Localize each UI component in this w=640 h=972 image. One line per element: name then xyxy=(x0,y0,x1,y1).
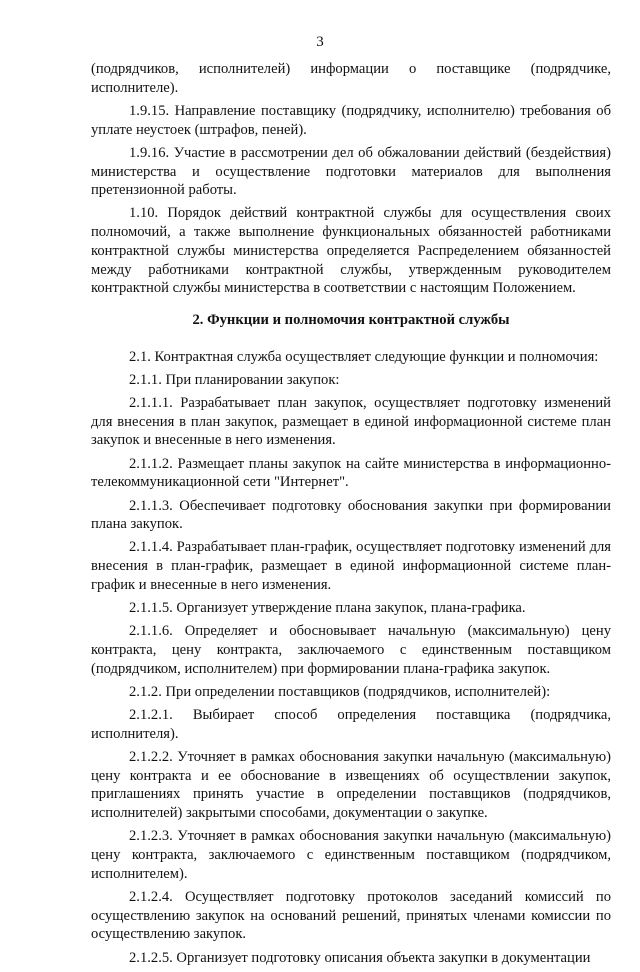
paragraph: (подрядчиков, исполнителей) информации о поставщике (подрядчике, исполнителе). xyxy=(91,61,611,96)
paragraph: 2.1.1.3. Обеспечивает подготовку обоснования закупки при формировании плана закупок. xyxy=(91,497,611,533)
paragraph: 2.1.2. При определении поставщиков (подрядчиков, исполнителей): xyxy=(129,683,551,700)
paragraph: 2.1.1.6. Определяет и обосновывает начальную (максимальную) цену контракта, цену контракта, заключаемого с единственным поставщиком (подрядчиком, исполнителем) при формировании плана-графика закупок. xyxy=(91,623,611,677)
paragraph: 2.1.2.3. Уточняет в рамках обоснования закупки начальную (максимальную) цену контракта, заключаемого с единственным поставщиком (подрядчиком, исполнителем). xyxy=(91,828,611,882)
paragraph: 1.9.16. Участие в рассмотрении дел об обжаловании действий (бездействия) министерства и осуществление подготовки материалов для выполнения претензионной работы. xyxy=(91,144,611,199)
paragraph: 2.1.2.2. Уточняет в рамках обоснования закупки начальную (максимальную) цену контракта и ее обоснование в извещениях об осуществлении закупок, приглашениях принять участие в определении поставщиков (подрядчиков, исполнителей) закрытыми способами, документации о закупке. xyxy=(91,749,611,822)
paragraph: 1.10. Порядок действий контрактной службы для осуществления своих полномочий, а также выполнение функциональных обязанностей работниками контрактной службы министерства определяется Распределением обязанностей между работниками контрактной службы, утвержденным руководителем контрактной службы министерства в соответствии с настоящим Положением. xyxy=(91,205,611,297)
paragraph: 2.1. Контрактная служба осуществляет следующие функции и полномочия: xyxy=(129,348,599,365)
paragraph: 2.1.2.1. Выбирает способ определения поставщика (подрядчика, исполнителя). xyxy=(91,707,611,742)
paragraph: 2.1.1. При планировании закупок: xyxy=(129,371,340,388)
paragraph: 2.1.2.5. Организует подготовку описания объекта закупки в документации xyxy=(129,949,591,966)
page-number: 3 xyxy=(316,34,324,50)
section-heading: 2. Функции и полномочия контрактной службы xyxy=(192,311,510,328)
paragraph: 2.1.1.4. Разрабатывает план-график, осуществляет подготовку изменений для внесения в план-график, размещает в единой информационной системе план-график и внесенные в него изменения. xyxy=(91,539,611,593)
paragraph: 2.1.1.2. Размещает планы закупок на сайте министерства в информационно-телекоммуникационной сети "Интернет". xyxy=(91,455,611,491)
paragraph: 2.1.1.5. Организует утверждение плана закупок, плана-графика. xyxy=(129,600,526,617)
paragraph: 2.1.2.4. Осуществляет подготовку протоколов заседаний комиссий по осуществлению закупок на оснований решений, принятых членами комиссии по осуществлению закупок. xyxy=(91,888,611,943)
paragraph: 2.1.1.1. Разрабатывает план закупок, осуществляет подготовку изменений для внесения в план закупок, размещает в единой информационной системе план закупок и внесенные в него изменения. xyxy=(91,395,611,449)
paragraph: 1.9.15. Направление поставщику (подрядчику, исполнителю) требования об уплате неустоек (штрафов, пеней). xyxy=(91,102,611,138)
document-body xyxy=(91,60,611,972)
